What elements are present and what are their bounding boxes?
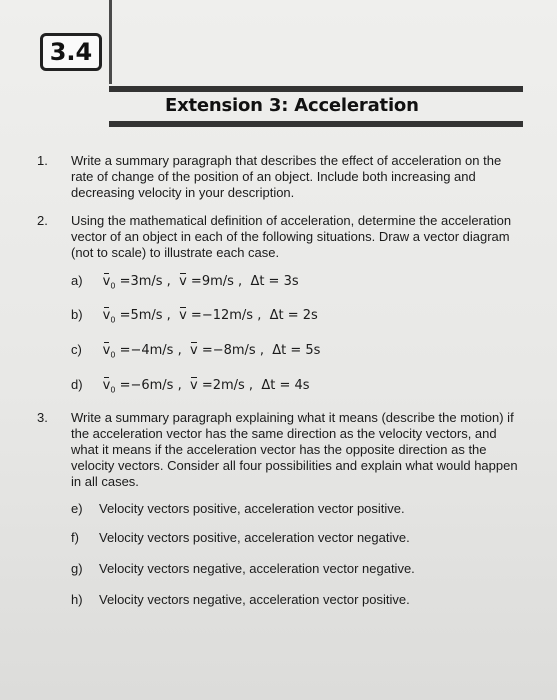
title-rule-bottom	[109, 121, 523, 127]
question-text: Write a summary paragraph that describes the effect of acceleration on the rate of change of the position of an object. Include both increasing and decreasing velocity in your description.	[71, 153, 502, 200]
question-text: Write a summary paragraph explaining what it means (describe the motion) if the acceleration vector has the same direction as the velocity vectors, and what it means if the acceleration vector has the opposite direction as the velocity vectors. Consider all four possibilities and explain what would happen in all cases.	[71, 410, 518, 489]
page-title: Extension 3: Acceleration	[165, 95, 419, 116]
question-number: 2.	[37, 213, 48, 228]
part-label: g)	[71, 561, 83, 576]
part-label: c)	[71, 342, 82, 357]
part-label: e)	[71, 501, 83, 516]
dt-value: Δt = 3s	[250, 274, 299, 289]
dt-value: Δt = 4s	[261, 378, 310, 393]
question-number: 1.	[37, 153, 48, 168]
section-badge: 3.4	[40, 33, 102, 71]
part-h	[71, 592, 410, 608]
part-f	[71, 530, 410, 546]
question-number: 3.	[37, 410, 48, 425]
v-symbol: v	[179, 274, 187, 289]
margin-rule	[109, 0, 112, 84]
v-value: =2m/s ,	[201, 378, 254, 393]
part-label: b)	[71, 307, 83, 322]
v0-symbol: v	[102, 343, 111, 358]
v0-value: =3m/s ,	[119, 274, 171, 289]
part-e	[71, 501, 405, 517]
title-rule-top	[109, 86, 523, 92]
part-g	[71, 561, 415, 577]
part-label: d)	[71, 377, 83, 392]
v-symbol: v	[189, 343, 198, 358]
part-c: c) $v_0 =-4m/s$ , v =−8m/s , Δt = 5s	[71, 342, 321, 360]
part-text: Velocity vectors negative, acceleration vector positive.	[99, 592, 410, 607]
v-symbol: v	[189, 378, 198, 393]
part-text: Velocity vectors negative, acceleration vector negative.	[99, 561, 415, 576]
question-text: Using the mathematical definition of acceleration, determine the acceleration vector of an object in each of the following situations. Draw a vector diagram (not to scale) to illustrate each case.	[71, 213, 512, 260]
v0-symbol: v	[102, 274, 111, 289]
v0-symbol: v	[102, 378, 111, 393]
part-b: b) $v_0 =5m/s$ , v =−12m/s , Δt = 2s	[71, 307, 318, 325]
part-d: d) $v_0 =-6m/s$ , v =2m/s , Δt = 4s	[71, 377, 310, 395]
v-value: =9m/s ,	[190, 274, 243, 289]
v0-symbol: v	[102, 308, 111, 323]
dt-value: Δt = 5s	[272, 343, 321, 358]
dt-value: Δt = 2s	[269, 308, 318, 323]
v-value: =−8m/s ,	[201, 343, 264, 358]
v-symbol: v	[179, 308, 187, 323]
part-text: Velocity vectors positive, acceleration vector positive.	[99, 501, 405, 516]
part-label: f)	[71, 530, 79, 545]
part-a: a) $v_0 =3m/s$ , v =9m/s , Δt = 3s	[71, 273, 299, 291]
v-value: =−12m/s ,	[190, 308, 262, 323]
v0-value: =−4m/s ,	[119, 343, 182, 358]
part-label: h)	[71, 592, 83, 607]
part-text: Velocity vectors positive, acceleration vector negative.	[99, 530, 410, 545]
part-label: a)	[71, 273, 83, 288]
v0-value: =5m/s ,	[119, 308, 171, 323]
v0-value: =−6m/s ,	[119, 378, 182, 393]
